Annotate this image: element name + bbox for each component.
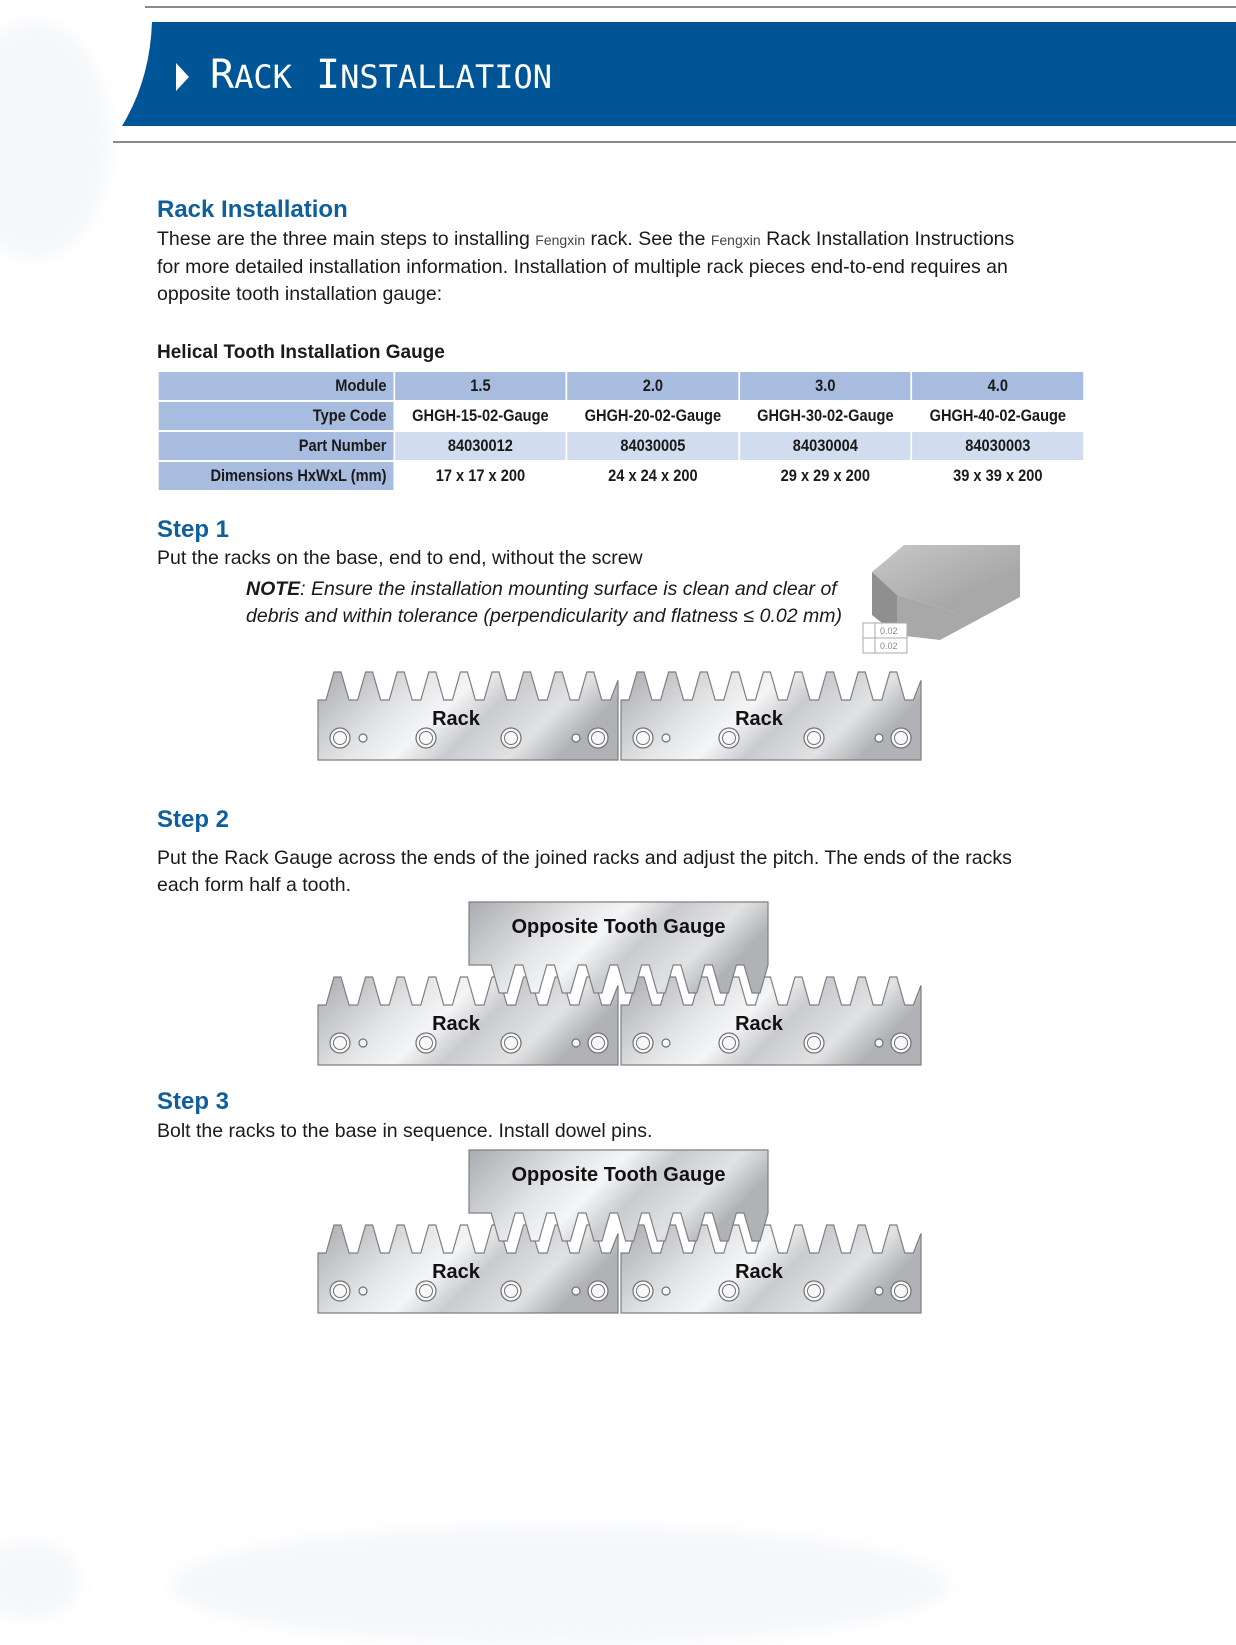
table-title: Helical Tooth Installation Gauge	[157, 342, 445, 363]
gauge-label: Opposite Tooth Gauge	[511, 916, 726, 938]
step-1-heading: Step 1	[157, 516, 230, 543]
table-cell: GHGH-20-02-Gauge	[567, 401, 739, 431]
gauge-label: Opposite Tooth Gauge	[511, 1164, 726, 1186]
opposite-tooth-gauge	[469, 902, 768, 993]
dowel-hole-icon	[359, 1039, 367, 1047]
table-row	[158, 371, 1084, 401]
rack-label: Rack	[735, 1261, 783, 1283]
dowel-hole-icon	[875, 1039, 883, 1047]
step-1-diagram	[0, 660, 1236, 770]
intro-text: for more detailed installation information. Installation of multiple rack pieces end-to-end requires an	[157, 256, 1008, 278]
tolerance-perpendicularity-value: 0.02	[880, 641, 898, 651]
step-1-text: Put the racks on the base, end to end, without the screw	[157, 547, 643, 569]
row-header: Type Code	[158, 401, 394, 431]
rack	[318, 1225, 618, 1313]
table-cell: 4.0	[912, 371, 1085, 401]
row-header: Module	[158, 371, 394, 401]
dowel-hole-icon	[662, 1287, 670, 1295]
step-2-text-line: each form half a tooth.	[157, 874, 352, 896]
gauge-table	[157, 370, 1085, 492]
table-row	[158, 461, 1084, 491]
step-1-note	[246, 576, 842, 630]
header-bottom-rule	[113, 141, 1236, 143]
table-cell: 39 x 39 x 200	[912, 461, 1085, 491]
step-2-heading: Step 2	[157, 806, 230, 833]
intro-paragraph	[157, 226, 1157, 308]
dowel-hole-icon	[662, 734, 670, 742]
table-cell: 2.0	[567, 371, 739, 401]
table-cell: GHGH-40-02-Gauge	[912, 401, 1085, 431]
step-3-heading: Step 3	[157, 1088, 230, 1115]
table-row	[158, 401, 1084, 431]
table-row	[158, 431, 1084, 461]
step-3-text: Bolt the racks to the base in sequence. Install dowel pins.	[157, 1120, 653, 1142]
row-header: Dimensions HxWxL (mm)	[158, 461, 394, 491]
table-cell: 84030005	[567, 431, 739, 461]
mounting-surface-illustration	[860, 535, 1040, 660]
intro-text: Rack Installation Instructions	[760, 228, 1015, 250]
intro-text: opposite tooth installation gauge:	[157, 283, 443, 305]
step-2-text-line: Put the Rack Gauge across the ends of the joined racks and adjust the pitch. The ends of the racks	[157, 847, 1012, 869]
step-2-diagram	[0, 895, 1236, 1075]
tolerance-flatness-value: 0.02	[880, 626, 898, 636]
intro-text: rack. See the	[585, 228, 711, 250]
table-cell: GHGH-30-02-Gauge	[739, 401, 911, 431]
brand-name: Fengxin	[710, 232, 761, 248]
rack	[318, 672, 618, 760]
rack-label: Rack	[735, 708, 783, 730]
brand-name: Fengxin	[535, 232, 586, 248]
table-cell: 3.0	[739, 371, 911, 401]
dowel-hole-icon	[662, 1039, 670, 1047]
rack-label: Rack	[432, 1013, 480, 1035]
header-title: RACK INSTALLATION	[210, 52, 552, 98]
rack-label: Rack	[432, 1261, 480, 1283]
dowel-hole-icon	[572, 734, 580, 742]
step-3-diagram	[0, 1145, 1236, 1325]
table-cell: 84030012	[394, 431, 566, 461]
table-cell: 84030003	[912, 431, 1085, 461]
dowel-hole-icon	[359, 1287, 367, 1295]
rack	[318, 977, 618, 1065]
background-smudge	[0, 1540, 80, 1620]
step-2-text	[157, 845, 1012, 899]
dowel-hole-icon	[875, 734, 883, 742]
note-label: NOTE	[246, 578, 301, 600]
table-cell: GHGH-15-02-Gauge	[394, 401, 566, 431]
dowel-hole-icon	[359, 734, 367, 742]
dowel-hole-icon	[572, 1039, 580, 1047]
dowel-hole-icon	[572, 1287, 580, 1295]
table-cell: 17 x 17 x 200	[394, 461, 566, 491]
dowel-hole-icon	[875, 1287, 883, 1295]
note-text: debris and within tolerance (perpendicularity and flatness ≤ 0.02 mm)	[246, 605, 843, 627]
intro-text: These are the three main steps to installing	[157, 228, 536, 250]
opposite-tooth-gauge	[469, 1150, 768, 1241]
note-text: : Ensure the installation mounting surface is clean and clear of	[300, 578, 837, 600]
table-cell: 24 x 24 x 200	[567, 461, 739, 491]
table-cell: 1.5	[394, 371, 566, 401]
rack-label: Rack	[735, 1013, 783, 1035]
header-arrow-icon	[176, 63, 189, 91]
section-heading: Rack Installation	[157, 196, 348, 223]
table-cell: 29 x 29 x 200	[739, 461, 911, 491]
rack	[621, 672, 921, 760]
rack-label: Rack	[432, 708, 480, 730]
table-cell: 84030004	[739, 431, 911, 461]
background-smudge	[170, 1525, 950, 1645]
row-header: Part Number	[158, 431, 394, 461]
